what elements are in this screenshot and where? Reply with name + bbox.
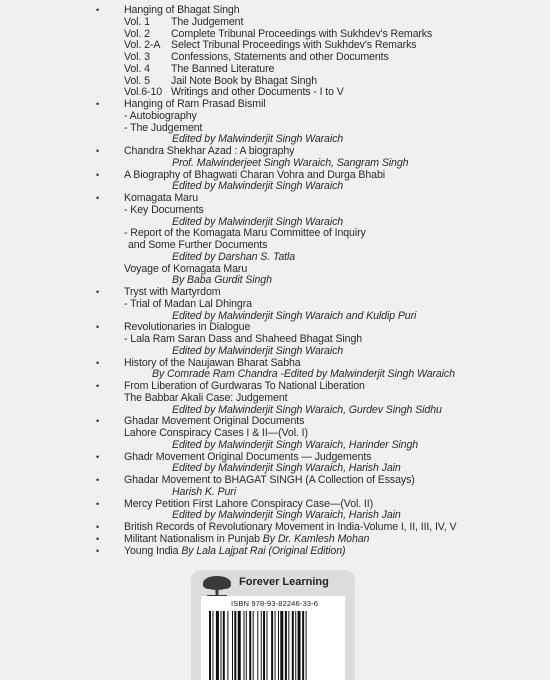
line-text: Confessions, Statements and other Documents [171, 51, 389, 63]
list-line [152, 368, 455, 380]
line-text: By Baba Gurdit Singh [172, 274, 272, 287]
list-line [124, 16, 243, 28]
line-text: Young India [124, 544, 179, 557]
bullet-icon: • [96, 451, 100, 462]
volume-label: Vol. 2 [124, 27, 150, 40]
line-text: History of the Naujawan Bharat Sabha [124, 356, 301, 369]
line-text: Edited by Malwinderjit Singh Waraich [172, 180, 344, 193]
list-line [124, 204, 204, 216]
line-text: Harish K. Puri [172, 485, 236, 498]
line-text: - Lala Ram Saran Dass and Shaheed Bhagat Singh [124, 333, 363, 345]
list-line [124, 298, 252, 310]
bullet-icon: • [96, 357, 100, 368]
isbn-label: ISBN 978-93-82246-33-6 [231, 599, 319, 608]
line-text: Edited by Darshan S. Tatla [172, 250, 296, 263]
line-text: Mercy Petition First Lahore Conspiracy Case—(Vol. II) [124, 497, 374, 510]
volume-label: Vol.6-10 [124, 86, 163, 99]
line-text: Ghadar Movement to BHAGAT SINGH (A Collection of Essays) [124, 474, 415, 486]
list-line [124, 321, 250, 333]
line-text: Edited by Malwinderjit Singh Waraich, Harish Jain [172, 462, 401, 475]
list-line [172, 274, 272, 286]
list-line [124, 451, 371, 463]
list-line [124, 357, 301, 369]
list-line [172, 251, 295, 263]
line-text: Hanging of Bhagat Singh [124, 4, 240, 16]
line-author: By Dr. Kamlesh Mohan [259, 532, 370, 545]
list-line [124, 392, 287, 404]
list-line [124, 98, 265, 110]
barcode-icon [209, 611, 337, 680]
list-line [172, 486, 236, 498]
line-text: - Report of the Komagata Maru Committee of Inquiry [124, 227, 366, 240]
bullet-icon: • [96, 146, 100, 156]
list-line [124, 474, 415, 486]
bullet-icon: • [96, 533, 100, 544]
line-text: Revolutionaries in Dialogue [124, 321, 251, 334]
line-text: Edited by Malwinderjit Singh Waraich, Harinder Singh [172, 438, 419, 451]
list-line [172, 157, 408, 169]
bullet-icon: • [96, 545, 100, 556]
volume-label: Vol. 3 [124, 51, 150, 63]
list-line [124, 286, 221, 298]
list-line [172, 345, 343, 357]
line-text: Edited by Malwinderjit Singh Waraich and Kuldip Puri [172, 309, 417, 322]
list-line [124, 169, 385, 181]
bullet-icon: • [96, 287, 100, 297]
line-text: and Some Further Documents [128, 239, 268, 251]
line-text: Complete Tribunal Proceedings with Sukhdev's Remarks [171, 27, 433, 40]
list-line [172, 310, 416, 322]
line-text: Edited by Malwinderjit Singh Waraich, Gurdev Singh Sidhu [172, 403, 442, 416]
list-line [124, 498, 373, 510]
list-line [172, 509, 401, 521]
line-text: Tryst with Martyrdom [124, 286, 221, 298]
line-text: Voyage of Komagata Maru [124, 262, 248, 275]
line-text: - Key Documents [124, 203, 204, 216]
line-text: Edited by Malwinderjit Singh Waraich [172, 215, 344, 228]
line-text: Chandra Shekhar Azad : A biography [124, 145, 295, 157]
list-line [124, 28, 432, 40]
line-text: Writings and other Documents - I to V [171, 86, 344, 99]
line-text: Edited by Malwinderjit Singh Waraich [172, 344, 344, 357]
volume-label: Vol. 4 [124, 62, 150, 75]
list-line [124, 521, 456, 533]
line-text: - Autobiography [124, 109, 197, 122]
list-line [124, 263, 247, 275]
list-line [124, 145, 294, 157]
list-line [124, 39, 417, 51]
line-text: Komagata Maru [124, 192, 199, 204]
list-line [124, 380, 365, 392]
bullet-icon: • [96, 193, 100, 203]
bullet-icon: • [96, 522, 100, 532]
publisher-footer [191, 570, 355, 680]
volume-label: Vol. 5 [124, 74, 150, 87]
list-line [172, 462, 401, 474]
bullet-icon: • [96, 169, 100, 180]
line-text: Edited by Malwinderjit Singh Waraich, Harish Jain [172, 509, 401, 522]
line-text: The Banned Literature [171, 62, 275, 75]
bullet-icon: • [96, 498, 100, 509]
bullet-icon: • [96, 475, 100, 485]
bullet-icon: • [96, 99, 100, 109]
list-line [124, 75, 317, 87]
bullet-icon: • [96, 322, 100, 333]
line-text: Ghadr Movement Original Documents — Judgements [124, 450, 372, 463]
list-line [128, 239, 267, 251]
list-line [124, 415, 304, 427]
list-line [124, 63, 274, 75]
list-line [124, 51, 389, 63]
line-text: Select Tribunal Proceedings with Sukhdev's Remarks [171, 39, 417, 52]
line-text: From Liberation of Gurdwaras To National Liberation [124, 380, 365, 392]
list-line [124, 110, 197, 122]
volume-label: Vol. 2-A [124, 39, 161, 52]
list-line [124, 227, 366, 239]
list-line [124, 4, 240, 16]
line-text: Lahore Conspiracy Cases I & II—(Vol. I) [124, 427, 308, 439]
bullet-icon: • [96, 416, 100, 427]
line-text: A Biography of Bhagwati Charan Vohra and Durga Bhabi [124, 168, 385, 181]
line-text: Ghadar Movement Original Documents [124, 415, 305, 428]
line-text: The Babbar Akali Case: Judgement [124, 391, 288, 404]
line-text: - Trial of Madan Lal Dhingra [124, 297, 252, 310]
publisher-tagline: Forever Learning [239, 576, 329, 588]
list-line [124, 192, 198, 204]
barcode-panel [201, 596, 345, 680]
line-text: Edited by Malwinderjit Singh Waraich [172, 133, 344, 146]
list-line [124, 427, 308, 439]
volume-label: Vol. 1 [124, 15, 150, 28]
bullet-icon: • [96, 5, 100, 15]
tree-logo-icon [201, 574, 233, 598]
line-text: The Judgement [171, 15, 244, 28]
list-line [172, 180, 343, 192]
line-text: Jail Note Book by Bhagat Singh [171, 74, 317, 87]
line-text: - The Judgement [124, 121, 203, 134]
list-line [172, 216, 343, 228]
line-text: Militant Nationalism in Punjab [124, 532, 260, 545]
list-line [124, 122, 202, 134]
line-text: Prof. Malwinderjeet Singh Waraich, Sangram Singh [172, 156, 409, 169]
list-line [172, 133, 343, 145]
list-line [124, 333, 362, 345]
line-text: Hanging of Ram Prasad Bismil [124, 98, 266, 110]
list-line [172, 404, 442, 416]
line-author: By Lala Lajpat Rai (Original Edition) [178, 544, 346, 557]
line-text: British Records of Revolutionary Movement in India-Volume I, II, III, IV, V [124, 521, 457, 533]
list-line [124, 86, 344, 98]
bullet-icon: • [96, 381, 100, 391]
list-line [124, 533, 369, 545]
list-line [124, 545, 345, 557]
list-line [172, 439, 418, 451]
line-text: By Comrade Ram Chandra -Edited by Malwinderjit Singh Waraich [152, 368, 455, 381]
